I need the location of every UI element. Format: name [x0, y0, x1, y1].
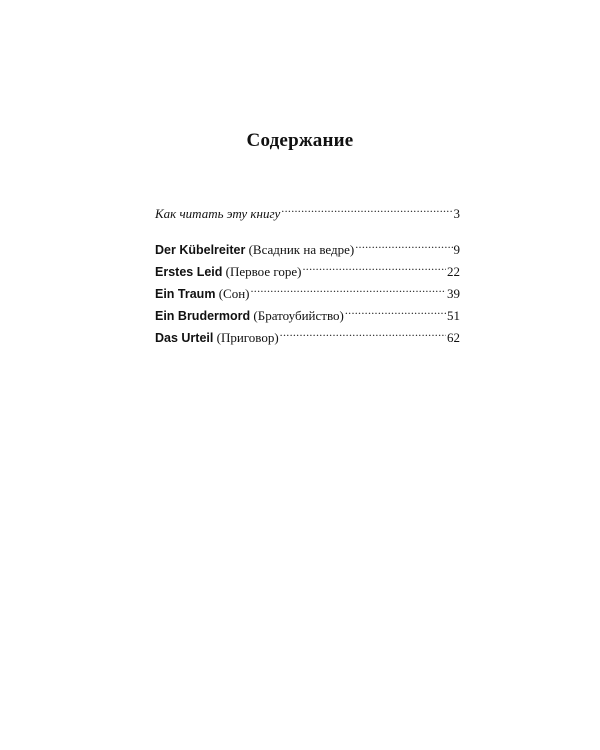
dot-leader — [302, 254, 446, 276]
toc-entry-title: Как читать эту книгу — [155, 206, 281, 221]
dot-leader — [281, 196, 452, 218]
toc-entry-der-kubelreiter — [155, 232, 460, 257]
toc-german-title: Ein Traum — [155, 287, 216, 301]
toc-entry-title — [155, 327, 279, 349]
table-of-contents — [155, 196, 460, 345]
toc-german-title: Das Urteil — [155, 331, 214, 345]
dot-leader — [280, 320, 446, 342]
toc-german-title: Der Kübelreiter — [155, 243, 246, 257]
toc-entry-title — [155, 283, 249, 305]
toc-russian-title: (Первое горе) — [225, 264, 302, 279]
toc-german-title: Erstes Leid — [155, 265, 223, 279]
toc-page-number: 62 — [447, 330, 460, 345]
toc-russian-title: (Приговор) — [216, 330, 279, 345]
toc-page-number: 22 — [447, 264, 460, 279]
toc-german-title: Ein Brudermord — [155, 309, 251, 323]
toc-entry-how-to-read — [155, 196, 460, 221]
page-title: Содержание — [246, 130, 354, 151]
toc-russian-title: (Всадник на ведре) — [248, 242, 355, 257]
dot-leader — [355, 232, 452, 254]
toc-page-number: 51 — [447, 308, 460, 323]
dot-leader — [250, 276, 446, 298]
toc-russian-title: (Сон) — [218, 286, 250, 301]
toc-page-number: 9 — [453, 242, 460, 257]
dot-leader — [345, 298, 446, 320]
toc-page-number: 3 — [453, 206, 460, 221]
toc-page-number: 39 — [447, 286, 460, 301]
toc-russian-title: (Братоубийство) — [253, 308, 344, 323]
